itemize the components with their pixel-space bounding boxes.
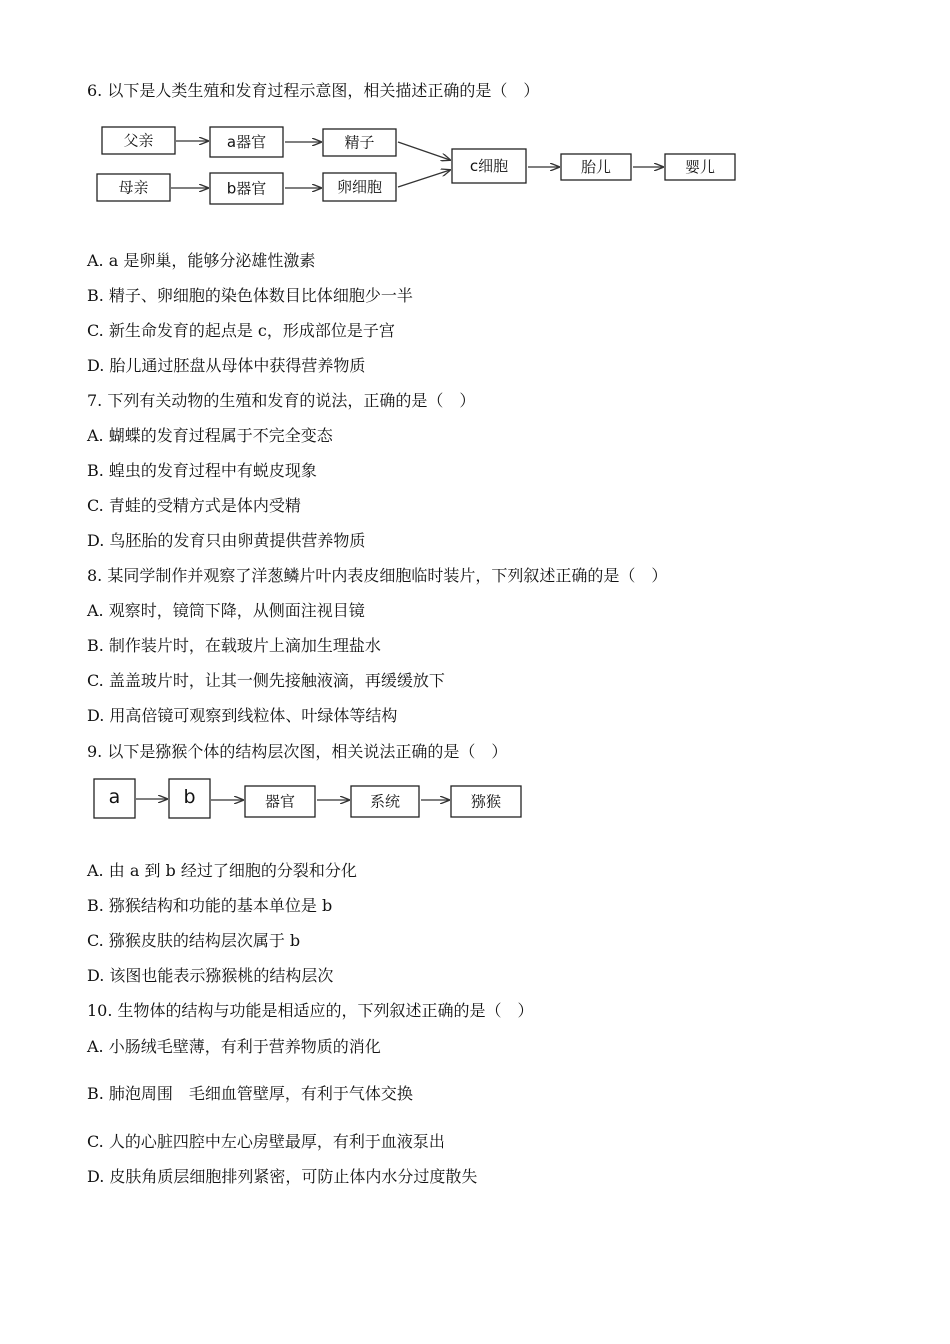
- q10-option-a: A. 小肠绒毛壁薄，有利于营养物质的消化: [87, 1037, 381, 1056]
- q6-option-b: B. 精子、卵细胞的染色体数目比体细胞少一半: [87, 286, 413, 305]
- infant-box: [665, 154, 735, 180]
- q10-option-d: D. 皮肤角质层细胞排列紧密，可防止体内水分过度散失: [87, 1167, 478, 1186]
- q7-stem: 7. 下列有关动物的生殖和发育的说法，正确的是（ ）: [87, 391, 476, 410]
- mother-box: [97, 174, 170, 201]
- cell-c-box: [452, 149, 526, 183]
- egg-box: [323, 173, 396, 201]
- fetus-box: [561, 154, 631, 180]
- organ-a-box: [210, 127, 283, 157]
- q6-option-c: C. 新生命发育的起点是 c，形成部位是子宫: [87, 321, 395, 340]
- system-box: [351, 786, 419, 817]
- q10-option-b: B. 肺泡周围 毛细血管壁厚，有利于气体交换: [87, 1084, 413, 1103]
- q8-option-d: D. 用高倍镜可观察到线粒体、叶绿体等结构: [87, 706, 398, 725]
- infant-label: 婴儿: [684, 158, 716, 176]
- q7-option-c: C. 青蛙的受精方式是体内受精: [87, 496, 301, 515]
- father-box: [102, 127, 175, 154]
- q9-option-c: C. 猕猴皮肤的结构层次属于 b: [87, 931, 301, 950]
- level-b-box: [169, 779, 210, 818]
- q8-option-c: C. 盖盖玻片时，让其一侧先接触液滴，再缓缓放下: [87, 671, 445, 690]
- organ-b-label: b器官: [226, 179, 267, 198]
- level-b-label: b: [183, 786, 196, 808]
- q7-option-b: B. 蝗虫的发育过程中有蜕皮现象: [87, 461, 317, 480]
- q9-option-a: A. 由 a 到 b 经过了细胞的分裂和分化: [87, 861, 357, 880]
- q10-stem: 10. 生物体的结构与功能是相适应的，下列叙述正确的是（ ）: [87, 1001, 534, 1020]
- arrow-sperm-cell-c: [398, 142, 450, 160]
- father-label: 父亲: [123, 131, 154, 150]
- sperm-label: 精子: [344, 133, 375, 152]
- q6-option-d: D. 胎儿通过胚盘从母体中获得营养物质: [87, 356, 366, 375]
- q8-option-a: A. 观察时，镜筒下降，从侧面注视目镜: [87, 601, 365, 620]
- q9-option-b: B. 猕猴结构和功能的基本单位是 b: [87, 896, 333, 915]
- mother-label: 母亲: [118, 178, 149, 197]
- q6-option-a: A. a 是卵巢，能够分泌雄性激素: [87, 251, 316, 270]
- organ-label: 器官: [264, 792, 296, 811]
- q8-option-b: B. 制作装片时，在载玻片上滴加生理盐水: [87, 636, 381, 655]
- organ-box: [245, 786, 315, 817]
- level-a-box: [94, 779, 135, 818]
- q7-option-a: A. 蝴蝶的发育过程属于不完全变态: [87, 426, 333, 445]
- q6-stem: 6. 以下是人类生殖和发育过程示意图，相关描述正确的是（ ）: [87, 81, 540, 100]
- monkey-box: [451, 786, 521, 817]
- organ-a-label: a器官: [226, 133, 267, 151]
- q9-option-d: D. 该图也能表示猕猴桃的结构层次: [87, 966, 334, 985]
- cell-c-label: c细胞: [469, 157, 509, 175]
- q8-stem: 8. 某同学制作并观察了洋葱鳞片叶内表皮细胞临时装片，下列叙述正确的是（ ）: [87, 566, 668, 585]
- system-label: 系统: [369, 792, 401, 811]
- arrow-egg-cell-c: [398, 170, 450, 187]
- monkey-label: 猕猴: [470, 792, 502, 811]
- organ-b-box: [210, 173, 283, 204]
- sperm-box: [323, 129, 396, 156]
- q9-stem: 9. 以下是猕猴个体的结构层次图，相关说法正确的是（ ）: [87, 742, 508, 761]
- q10-option-c: C. 人的心脏四腔中左心房壁最厚，有利于血液泵出: [87, 1132, 445, 1151]
- egg-label: 卵细胞: [336, 178, 383, 196]
- fetus-label: 胎儿: [580, 158, 612, 176]
- level-a-label: a: [108, 786, 121, 808]
- q7-option-d: D. 鸟胚胎的发育只由卵黄提供营养物质: [87, 531, 366, 550]
